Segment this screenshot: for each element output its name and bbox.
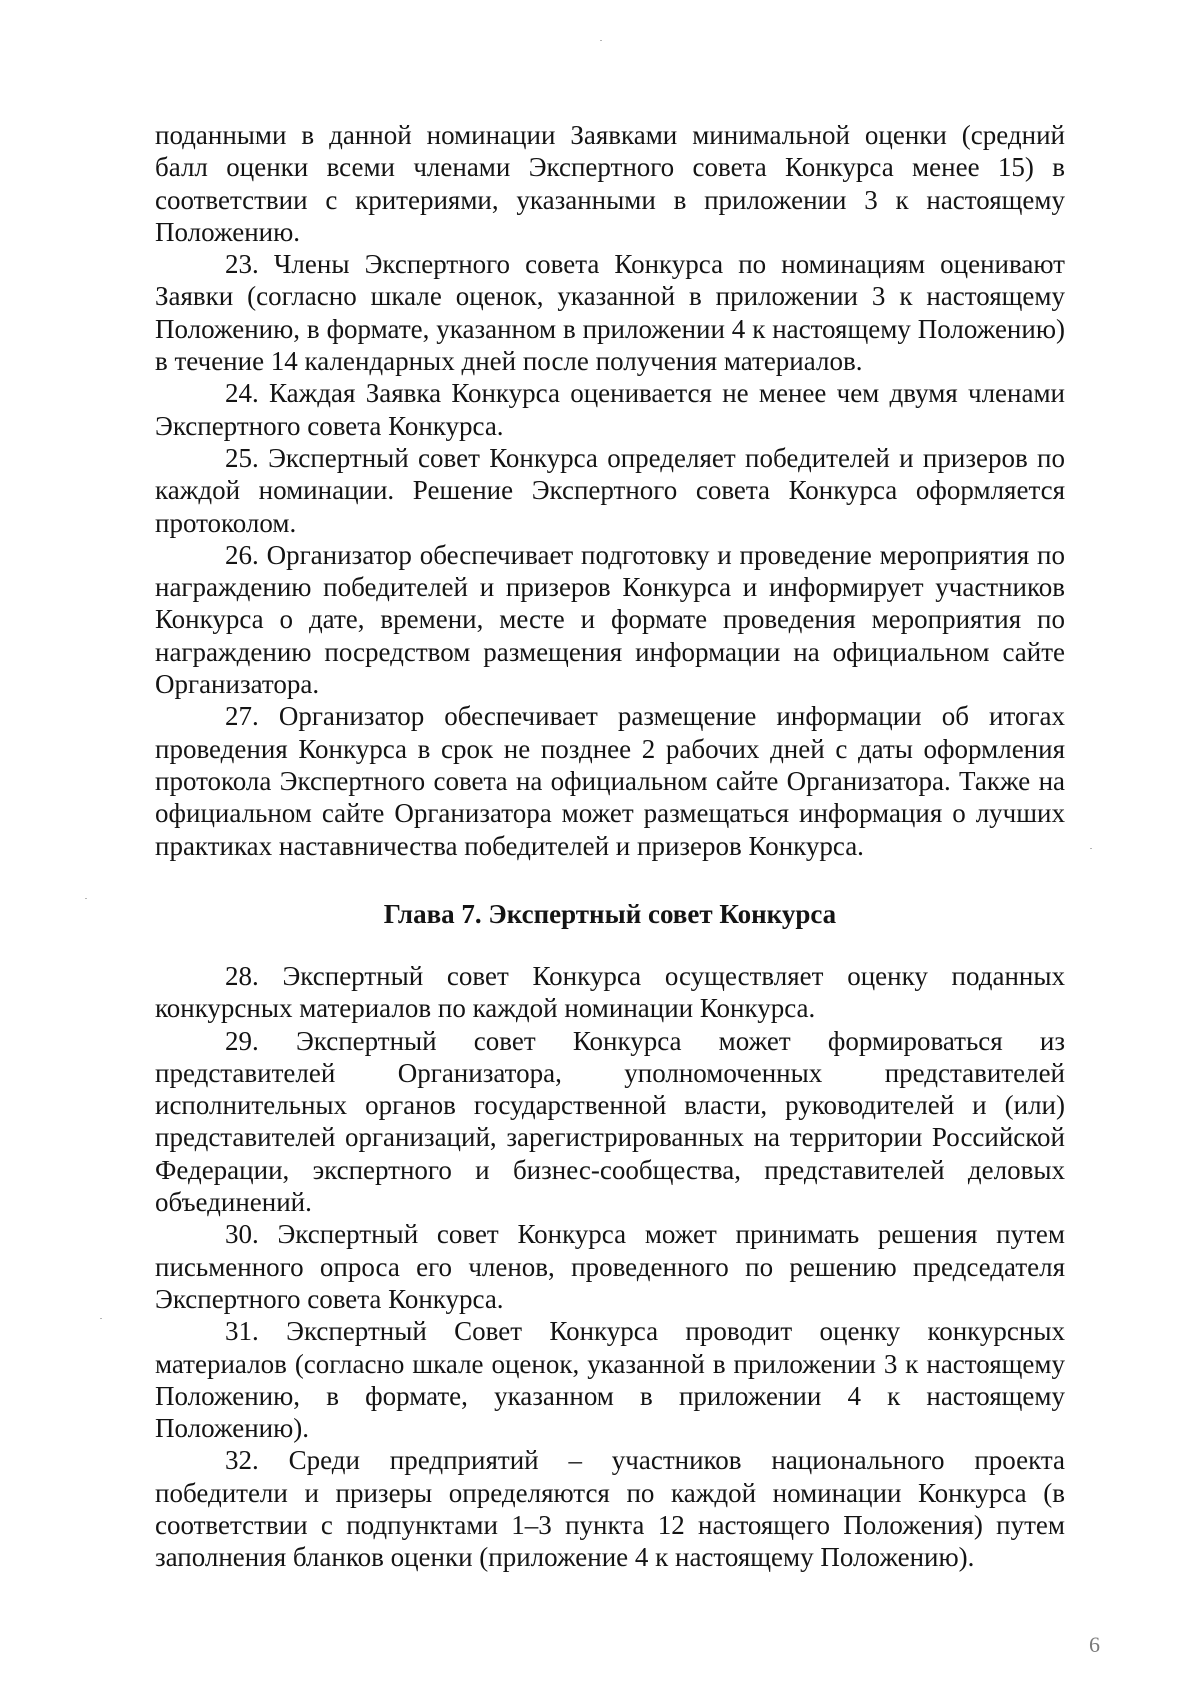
text-section-top xyxy=(155,119,1065,862)
paragraph-27: 27. Организатор обеспечивает размещение информации об итогах проведения Конкурса в срок не позднее 2 рабочих дней с даты оформления протокола Экспертного совета на официальном сайте Организатора. Также на официальном сайте Организатора может размещаться информация о лучших практиках наставничества победителей и призеров Конкурса. xyxy=(155,701,1065,861)
paragraph-28: 28. Экспертный совет Конкурса осуществляет оценку поданных конкурсных материалов по каждой номинации Конкурса. xyxy=(155,961,1065,1024)
paragraph-30: 30. Экспертный совет Конкурса может принимать решения путем письменного опроса его членов, проведенного по решению председателя Экспертного совета Конкурса. xyxy=(155,1219,1065,1314)
scan-speck xyxy=(85,898,87,899)
paragraph-continuation: поданными в данной номинации Заявками минимальной оценки (средний балл оценки всеми членами Экспертного совета Конкурса менее 15) в соответствии с критериями, указанными в приложении 3 к настоящему Положению. xyxy=(155,120,1065,247)
scan-speck xyxy=(100,1318,102,1319)
paragraph-24: 24. Каждая Заявка Конкурса оценивается не менее чем двумя членами Экспертного совета Конкурса. xyxy=(155,378,1065,441)
paragraph-32: 32. Среди предприятий – участников национального проекта победители и призеры определяются по каждой номинации Конкурса (в соответствии с подпунктами 1–3 пункта 12 настоящего Положения) путем заполнения бланков оценки (приложение 4 к настоящему Положению). xyxy=(155,1445,1065,1573)
paragraph-26: 26. Организатор обеспечивает подготовку и проведение мероприятия по награждению победителей и призеров Конкурса и информирует участников Конкурса о дате, времени, месте и формате проведения мероприятия по награждению посредством размещения информации на официальном сайте Организатора. xyxy=(155,539,1065,700)
paragraph-29: 29. Экспертный совет Конкурса может формироваться из представителей Организатора, уполномоченных представителей исполнительных органов государственной власти, руководителей и (или) представителей организаций, зарегистрированных на территории Российской Федерации, экспертного и бизнес-сообщества, представителей деловых объединений. xyxy=(155,1025,1065,1218)
paragraph-25: 25. Экспертный совет Конкурса определяет победителей и призеров по каждой номинации. Решение Экспертного совета Конкурса оформляется протоколом. xyxy=(155,442,1065,538)
scan-speck xyxy=(1090,848,1092,849)
paragraph-31: 31. Экспертный Совет Конкурса проводит оценку конкурсных материалов (согласно шкале оценок, указанной в приложении 3 к настоящему Положению, в формате, указанном в приложении 4 к настоящему Положению). xyxy=(155,1316,1065,1444)
text-section-bottom xyxy=(155,960,1065,1574)
scan-speck xyxy=(600,40,602,41)
page-number: 6 xyxy=(1089,1632,1100,1657)
chapter-heading: Глава 7. Экспертный совет Конкурса xyxy=(383,899,837,929)
paragraph-23: 23. Члены Экспертного совета Конкурса по номинациям оценивают Заявки (согласно шкале оценок, указанной в приложении 3 к настоящему Положению, в формате, указанном в приложении 4 к настоящему Положению) в течение 14 календарных дней после получения материалов. xyxy=(155,249,1065,377)
